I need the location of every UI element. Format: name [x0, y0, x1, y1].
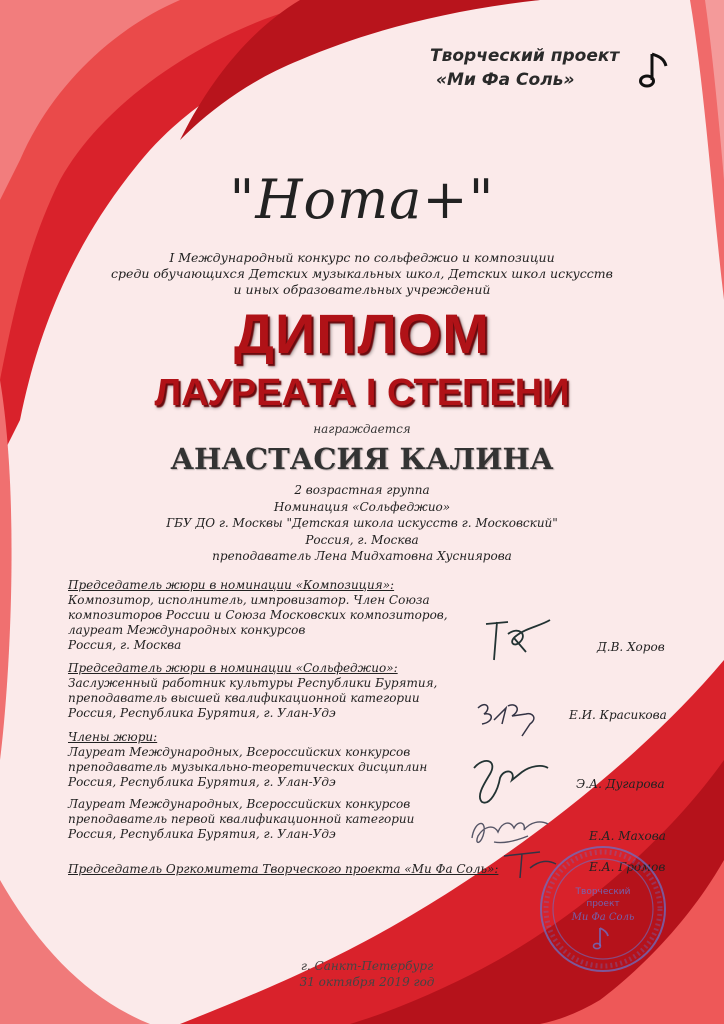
subtitle-line-3: и иных образовательных учреждений	[233, 282, 491, 297]
subtitle-line-1: I Международный конкурс по сольфеджио и композиции	[169, 250, 555, 265]
jury-composition-line-2: композиторов России и Союза Московских композиторов,	[68, 608, 448, 622]
jury-member1-line-2: преподаватель музыкально-теоретических дисциплин	[68, 760, 428, 774]
org-committee	[68, 862, 508, 877]
jury-solfeggio-head: Председатель жюри в номинации «Сольфеджио»:	[68, 661, 398, 675]
signer-makhova: Е.А. Махова	[589, 829, 666, 843]
jury-member2-line-3: Россия, Республика Бурятия, г. Улан-Удэ	[68, 827, 336, 841]
age-group: 2 возрастная группа	[294, 483, 430, 497]
stamp-line-2: проект	[586, 899, 620, 909]
contest-logo-title: "Нота+"	[229, 168, 495, 231]
jury-solfeggio-line-3: Россия, Республика Бурятия, г. Улан-Удэ	[68, 706, 336, 720]
teacher: преподаватель Лена Мидхатовна Хусниярова	[212, 549, 512, 563]
project-label	[430, 44, 640, 92]
jury-solfeggio	[68, 661, 488, 721]
jury-composition	[68, 578, 488, 653]
signer-dugarova: Э.А. Дугарова	[576, 777, 665, 791]
jury-members-head: Члены жюри:	[68, 730, 158, 744]
footer	[0, 958, 724, 990]
stamp-line-1: Творческий	[575, 887, 631, 897]
recipient-details	[100, 482, 624, 565]
project-line-2: «Ми Фа Соль»	[436, 70, 575, 90]
location: Россия, г. Москва	[305, 532, 419, 547]
jury-composition-line-1: Композитор, исполнитель, импровизатор. Член Союза	[68, 593, 430, 607]
jury-solfeggio-line-2: преподаватель высшей квалификационной категории	[68, 691, 420, 705]
jury-composition-line-3: лауреат Международных конкурсов	[68, 623, 306, 637]
signer-gromov: Е.А. Громов	[589, 860, 666, 874]
stamp-line-3: Ми Фа Соль	[571, 912, 635, 923]
jury-member2	[68, 797, 488, 842]
school: ГБУ ДО г. Москвы "Детская школа искусств г. Московский"	[166, 516, 558, 530]
footer-city: г. Санкт-Петербург	[300, 959, 434, 973]
org-committee-head: Председатель Оргкомитета Творческого проекта «Ми Фа Соль»:	[68, 862, 499, 876]
jury-member1-line-3: Россия, Республика Бурятия, г. Улан-Удэ	[68, 775, 336, 789]
nomination: Номинация «Сольфеджио»	[273, 499, 451, 514]
signer-krasikova: Е.И. Красикова	[569, 708, 667, 722]
jury-members	[68, 730, 488, 790]
jury-composition-line-4: Россия, г. Москва	[68, 638, 182, 652]
diploma-heading: ДИПЛОМ	[234, 302, 490, 365]
jury-solfeggio-line-1: Заслуженный работник культуры Республики Бурятия,	[68, 676, 438, 690]
awarded-label: награждается	[313, 422, 411, 436]
project-line-1: Творческий проект	[430, 46, 620, 66]
footer-date: 31 октября 2019 год	[299, 975, 435, 989]
signature-khorov	[478, 612, 558, 666]
subtitle-line-2: среди обучающихся Детских музыкальных школ, Детских школ искусств	[111, 266, 613, 281]
official-stamp	[536, 842, 670, 976]
jury-member1-line-1: Лауреат Международных, Всероссийских конкурсов	[68, 745, 411, 759]
recipient-name: АНАСТАСИЯ КАЛИНА	[170, 442, 554, 476]
signer-khorov: Д.В. Хоров	[597, 640, 665, 654]
music-note-icon	[638, 48, 672, 92]
jury-member2-line-1: Лауреат Международных, Всероссийских конкурсов	[68, 797, 411, 811]
laureate-degree: ЛАУРЕАТА I СТЕПЕНИ	[154, 372, 570, 414]
jury-composition-head: Председатель жюри в номинации «Композиция»:	[68, 578, 395, 592]
jury-member2-line-2: преподаватель первой квалификационной категории	[68, 812, 415, 826]
contest-subtitle	[80, 250, 644, 298]
